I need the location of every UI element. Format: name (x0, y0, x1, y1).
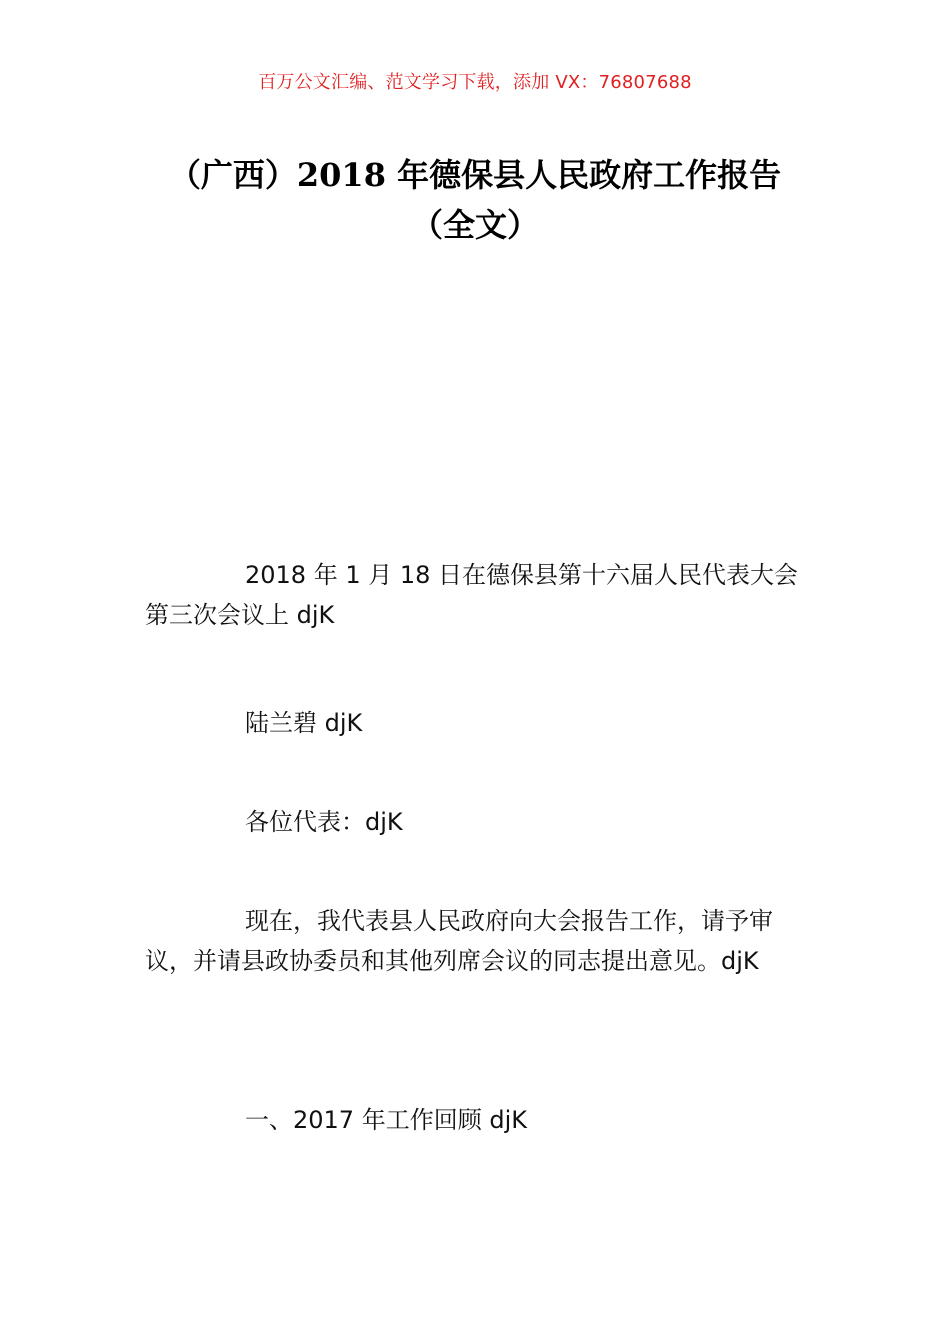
speaker-name: 陆兰碧 djK (245, 709, 363, 737)
meeting-date-paragraph: 2018 年 1 月 18 日在德保县第十六届人民代表大会第三次会议上 djK (145, 561, 799, 629)
section-heading-1: 一、2017 年工作回顾 djK (245, 1106, 527, 1134)
salutation: 各位代表：djK (245, 808, 403, 836)
title-line-2: （全文） (410, 206, 539, 244)
opening-paragraph: 现在，我代表县人民政府向大会报告工作，请予审议，并请县政协委员和其他列席会议的同志提出意见。djK (145, 907, 773, 975)
title-line-1: （广西）2018 年德保县人民政府工作报告 (168, 156, 782, 194)
document-title (130, 150, 820, 250)
header-banner: 百万公文汇编、范文学习下载，添加 VX：76807688 (258, 72, 692, 93)
